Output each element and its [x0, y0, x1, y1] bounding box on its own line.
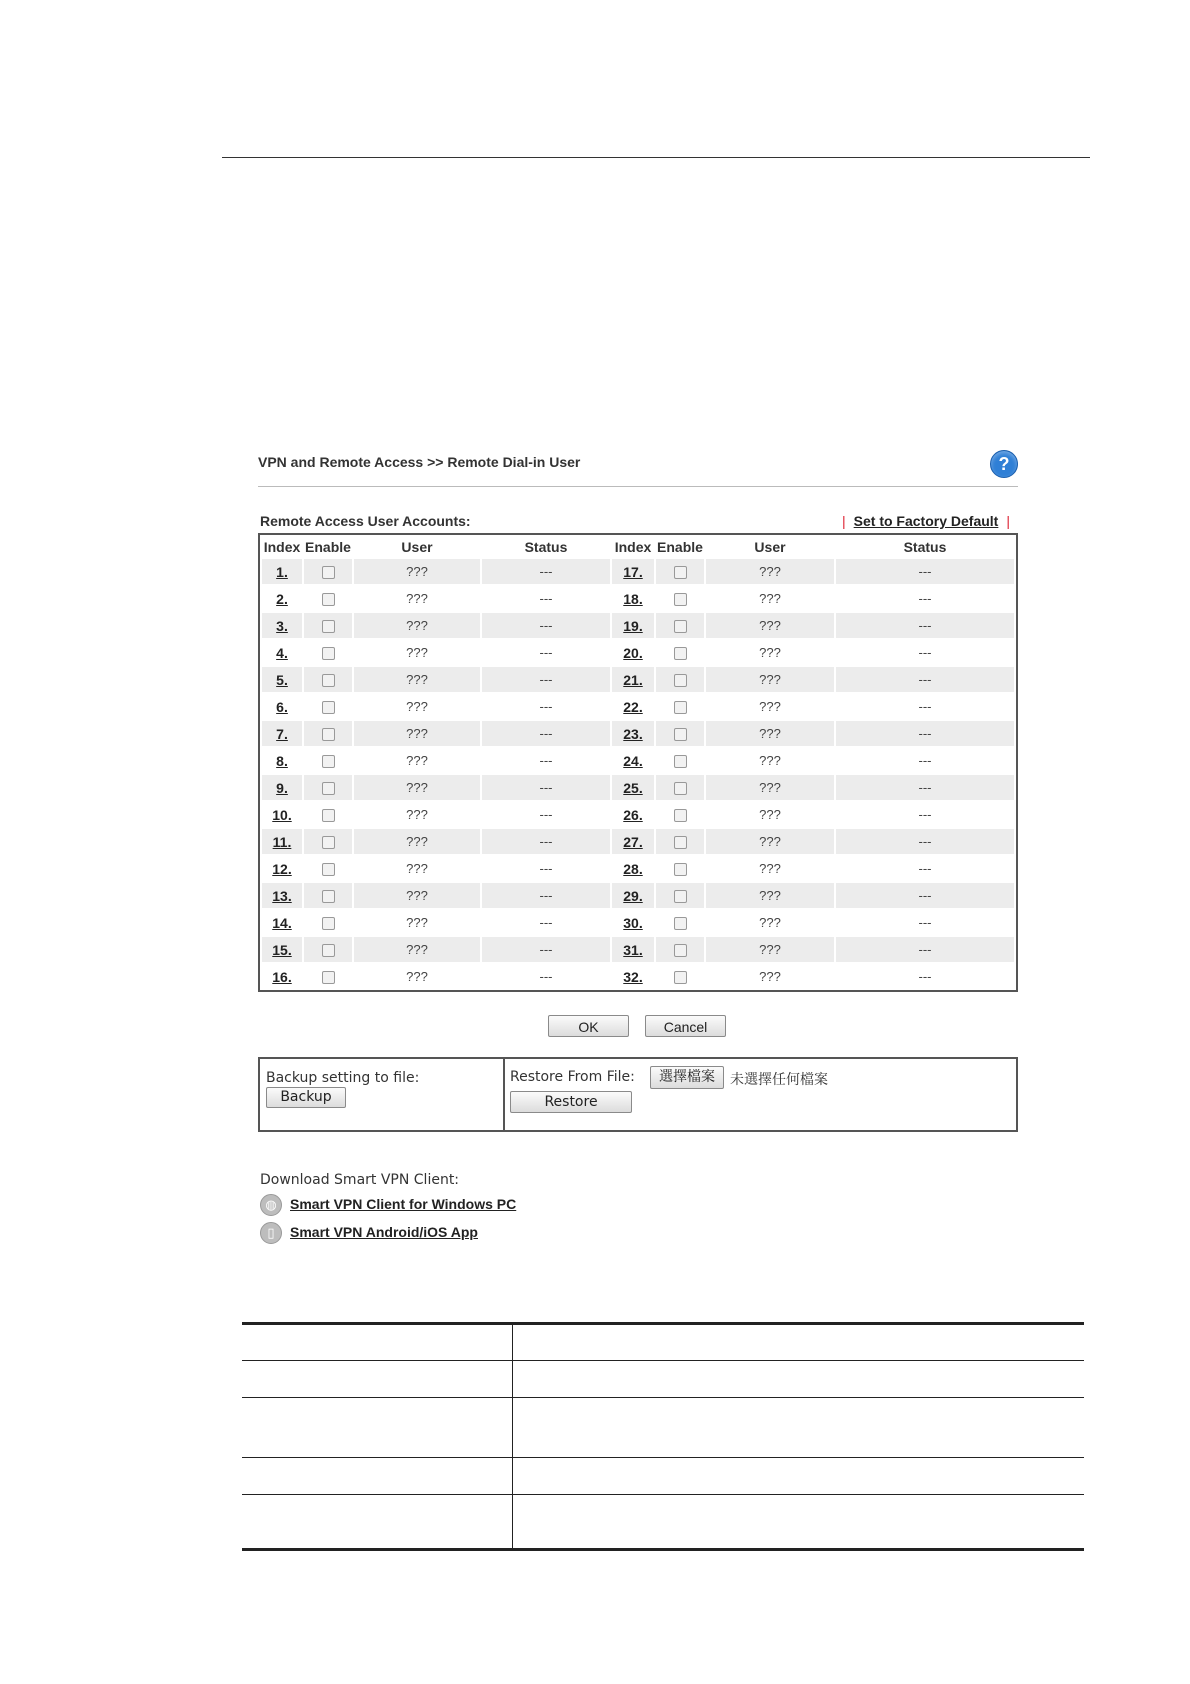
index-cell [262, 748, 302, 773]
user-index-link[interactable]: 18. [623, 590, 643, 607]
user-index-link[interactable]: 10. [272, 806, 292, 823]
index-cell [262, 667, 302, 692]
choose-file-button[interactable]: 選擇檔案 [650, 1066, 724, 1089]
user-cell: ??? [759, 969, 781, 984]
user-index-link[interactable]: 13. [272, 887, 292, 904]
user-index-link[interactable]: 24. [623, 752, 643, 769]
enable-checkbox[interactable] [674, 944, 687, 957]
index-cell [262, 586, 302, 611]
panel-divider [503, 1059, 505, 1130]
enable-cell [304, 937, 352, 962]
table-row [262, 802, 1014, 827]
enable-checkbox[interactable] [674, 917, 687, 930]
user-cell: ??? [759, 699, 781, 714]
user-cell: ??? [354, 559, 480, 584]
status-cell: --- [918, 753, 932, 768]
enable-cell [304, 694, 352, 719]
enable-cell [304, 721, 352, 746]
enable-cell [656, 883, 704, 908]
index-cell [612, 775, 654, 800]
user-index-link[interactable]: 29. [623, 887, 643, 904]
enable-checkbox[interactable] [674, 782, 687, 795]
enable-checkbox[interactable] [674, 701, 687, 714]
status-cell: --- [539, 861, 553, 876]
index-cell [612, 937, 654, 962]
enable-checkbox[interactable] [674, 647, 687, 660]
index-cell [262, 856, 302, 881]
status-cell: --- [482, 559, 610, 584]
enable-checkbox[interactable] [322, 971, 335, 984]
user-index-link[interactable]: 6. [276, 698, 288, 715]
enable-checkbox[interactable] [322, 566, 335, 579]
status-cell: --- [918, 591, 932, 606]
set-factory-default-link[interactable]: Set to Factory Default [853, 513, 999, 529]
user-index-link[interactable]: 15. [272, 941, 292, 958]
globe-icon: ◍ [260, 1194, 282, 1216]
enable-cell [304, 802, 352, 827]
user-index-link[interactable]: 27. [623, 833, 643, 850]
enable-checkbox[interactable] [674, 674, 687, 687]
user-cell: ??? [759, 591, 781, 606]
user-index-link[interactable]: 25. [623, 779, 643, 796]
enable-checkbox[interactable] [322, 917, 335, 930]
user-index-link[interactable]: 22. [623, 698, 643, 715]
page-header [258, 446, 1018, 487]
status-cell: --- [539, 807, 553, 822]
enable-cell [304, 910, 352, 935]
user-index-link[interactable]: 28. [623, 860, 643, 877]
backup-label: Backup setting to file: [266, 1070, 420, 1086]
user-index-link[interactable]: 8. [276, 752, 288, 769]
status-cell: --- [482, 613, 610, 638]
user-cell: ??? [354, 721, 480, 746]
table-row [262, 640, 1014, 665]
enable-checkbox[interactable] [674, 566, 687, 579]
enable-cell [656, 748, 704, 773]
users-table [260, 535, 1016, 991]
user-cell: ??? [706, 667, 834, 692]
status-cell: --- [836, 559, 1014, 584]
table-row [242, 1324, 1084, 1361]
windows-client-link-row[interactable] [262, 1196, 516, 1212]
enable-checkbox[interactable] [674, 809, 687, 822]
index-cell [612, 883, 654, 908]
status-cell: --- [539, 699, 553, 714]
index-cell [612, 829, 654, 854]
enable-checkbox[interactable] [322, 701, 335, 714]
index-cell [612, 667, 654, 692]
user-index-link[interactable]: 20. [623, 644, 643, 661]
enable-checkbox[interactable] [674, 728, 687, 741]
user-cell: ??? [706, 829, 834, 854]
user-index-link[interactable]: 12. [272, 860, 292, 877]
user-cell: ??? [406, 969, 428, 984]
column-header: Status [524, 539, 568, 555]
table-row [262, 856, 1014, 881]
user-cell: ??? [706, 613, 834, 638]
user-index-link[interactable]: 17. [623, 563, 643, 580]
user-index-link[interactable]: 5. [276, 671, 288, 688]
enable-cell [304, 964, 352, 989]
status-cell: --- [918, 699, 932, 714]
user-index-link[interactable]: 3. [276, 617, 288, 634]
enable-checkbox[interactable] [322, 836, 335, 849]
index-cell [262, 937, 302, 962]
user-index-link[interactable]: 23. [623, 725, 643, 742]
enable-cell [656, 559, 704, 584]
user-cell: ??? [354, 829, 480, 854]
description-table [242, 1322, 1084, 1551]
table-row [262, 775, 1014, 800]
column-header: User [754, 539, 786, 555]
table-row [262, 748, 1014, 773]
no-file-text: 未選擇任何檔案 [730, 1072, 828, 1088]
status-cell: --- [482, 721, 610, 746]
index-cell [262, 775, 302, 800]
restore-button[interactable]: Restore [510, 1091, 632, 1113]
table-header-row [262, 537, 1014, 557]
status-cell: --- [539, 591, 553, 606]
user-cell: ??? [354, 613, 480, 638]
enable-cell [656, 910, 704, 935]
enable-checkbox[interactable] [322, 593, 335, 606]
column-header: Index [263, 539, 301, 555]
user-cell: ??? [706, 559, 834, 584]
enable-checkbox[interactable] [674, 620, 687, 633]
backup-restore-panel [258, 1057, 1018, 1132]
enable-checkbox[interactable] [322, 863, 335, 876]
user-cell: ??? [706, 775, 834, 800]
index-cell [612, 559, 654, 584]
user-index-link[interactable]: 32. [623, 968, 643, 985]
table-row [262, 937, 1014, 962]
enable-checkbox[interactable] [322, 620, 335, 633]
status-cell: --- [836, 613, 1014, 638]
enable-cell [656, 694, 704, 719]
status-cell: --- [482, 937, 610, 962]
status-cell: --- [539, 969, 553, 984]
enable-checkbox[interactable] [322, 809, 335, 822]
status-cell: --- [836, 883, 1014, 908]
table-row [242, 1361, 1084, 1398]
enable-checkbox[interactable] [322, 890, 335, 903]
enable-cell [656, 775, 704, 800]
enable-checkbox[interactable] [322, 755, 335, 768]
table-row [262, 667, 1014, 692]
index-cell [612, 613, 654, 638]
table-row [262, 883, 1014, 908]
smart-vpn-mobile-link[interactable]: Smart VPN Android/iOS App [290, 1224, 478, 1240]
index-cell [612, 721, 654, 746]
mobile-app-link-row[interactable] [262, 1224, 478, 1240]
help-question-icon[interactable]: ? [990, 450, 1018, 478]
status-cell: --- [482, 883, 610, 908]
table-row [262, 694, 1014, 719]
user-cell: ??? [759, 807, 781, 822]
ok-button[interactable]: OK [548, 1015, 629, 1037]
table-row [242, 1398, 1084, 1458]
index-cell [612, 856, 654, 881]
status-cell: --- [539, 645, 553, 660]
enable-cell [304, 667, 352, 692]
enable-checkbox[interactable] [322, 674, 335, 687]
user-cell: ??? [759, 915, 781, 930]
user-cell: ??? [354, 937, 480, 962]
index-cell [262, 829, 302, 854]
column-header: Index [614, 539, 652, 555]
enable-checkbox[interactable] [674, 836, 687, 849]
index-cell [262, 694, 302, 719]
user-index-link[interactable]: 21. [623, 671, 643, 688]
status-cell: --- [539, 753, 553, 768]
enable-checkbox[interactable] [322, 647, 335, 660]
index-cell [612, 802, 654, 827]
user-cell: ??? [759, 645, 781, 660]
accounts-bar [260, 510, 1018, 532]
table-row [242, 1458, 1084, 1495]
status-cell: --- [918, 969, 932, 984]
enable-cell [304, 559, 352, 584]
user-cell: ??? [354, 883, 480, 908]
enable-checkbox[interactable] [322, 944, 335, 957]
user-index-link[interactable]: 14. [272, 914, 292, 931]
table-row [262, 829, 1014, 854]
column-header: Status [903, 539, 947, 555]
status-cell: --- [836, 937, 1014, 962]
table-row [262, 613, 1014, 638]
enable-cell [304, 856, 352, 881]
status-cell: --- [482, 667, 610, 692]
user-cell: ??? [706, 721, 834, 746]
index-cell [262, 640, 302, 665]
index-cell [262, 559, 302, 584]
enable-checkbox[interactable] [674, 755, 687, 768]
status-cell: --- [836, 829, 1014, 854]
status-cell: --- [918, 807, 932, 822]
table-row [262, 721, 1014, 746]
user-accounts-table [258, 533, 1018, 992]
accounts-label: Remote Access User Accounts: [260, 513, 471, 529]
user-index-link[interactable]: 7. [276, 725, 288, 742]
factory-default-group [834, 513, 1018, 529]
user-cell: ??? [759, 861, 781, 876]
user-index-link[interactable]: 30. [623, 914, 643, 931]
user-index-link[interactable]: 4. [276, 644, 288, 661]
enable-cell [656, 613, 704, 638]
user-cell: ??? [406, 807, 428, 822]
user-cell: ??? [406, 645, 428, 660]
pipe-separator: | [842, 513, 846, 529]
column-header: User [401, 539, 433, 555]
index-cell [262, 883, 302, 908]
index-cell [262, 721, 302, 746]
mobile-app-icon: ▯ [260, 1222, 282, 1244]
table-row [262, 559, 1014, 584]
column-header: Enable [305, 539, 351, 555]
index-cell [612, 964, 654, 989]
index-cell [262, 802, 302, 827]
restore-label: Restore From File: [510, 1069, 635, 1085]
user-cell: ??? [706, 937, 834, 962]
enable-cell [656, 586, 704, 611]
download-label: Download Smart VPN Client: [260, 1172, 460, 1188]
enable-checkbox[interactable] [322, 782, 335, 795]
cancel-button[interactable]: Cancel [645, 1015, 726, 1037]
status-cell: --- [918, 915, 932, 930]
user-cell: ??? [406, 753, 428, 768]
enable-cell [656, 802, 704, 827]
index-cell [612, 748, 654, 773]
index-cell [612, 910, 654, 935]
enable-cell [304, 586, 352, 611]
index-cell [262, 964, 302, 989]
table-row [262, 910, 1014, 935]
enable-checkbox[interactable] [674, 971, 687, 984]
user-index-link[interactable]: 9. [276, 779, 288, 796]
user-cell: ??? [354, 667, 480, 692]
user-index-link[interactable]: 26. [623, 806, 643, 823]
index-cell [612, 694, 654, 719]
user-cell: ??? [406, 915, 428, 930]
user-index-link[interactable]: 31. [623, 941, 643, 958]
index-cell [262, 613, 302, 638]
status-cell: --- [918, 645, 932, 660]
status-cell: --- [482, 775, 610, 800]
status-cell: --- [836, 721, 1014, 746]
backup-button[interactable]: Backup [266, 1087, 346, 1108]
enable-checkbox[interactable] [674, 890, 687, 903]
top-rule [222, 157, 1090, 158]
enable-cell [656, 937, 704, 962]
user-index-link[interactable]: 19. [623, 617, 643, 634]
enable-cell [656, 964, 704, 989]
user-cell: ??? [354, 775, 480, 800]
user-cell: ??? [706, 883, 834, 908]
user-cell: ??? [406, 591, 428, 606]
user-cell: ??? [406, 861, 428, 876]
table-row [262, 964, 1014, 989]
index-cell [612, 640, 654, 665]
status-cell: --- [836, 667, 1014, 692]
user-cell: ??? [406, 699, 428, 714]
index-cell [262, 910, 302, 935]
enable-cell [304, 613, 352, 638]
enable-checkbox[interactable] [674, 593, 687, 606]
enable-cell [656, 640, 704, 665]
smart-vpn-windows-link[interactable]: Smart VPN Client for Windows PC [290, 1196, 517, 1212]
enable-cell [304, 775, 352, 800]
status-cell: --- [539, 915, 553, 930]
user-index-link[interactable]: 1. [276, 563, 288, 580]
enable-cell [656, 829, 704, 854]
enable-cell [656, 856, 704, 881]
enable-cell [304, 829, 352, 854]
user-index-link[interactable]: 2. [276, 590, 288, 607]
user-index-link[interactable]: 16. [272, 968, 292, 985]
enable-cell [304, 640, 352, 665]
enable-cell [656, 667, 704, 692]
pipe-separator: | [1006, 513, 1010, 529]
index-cell [612, 586, 654, 611]
status-cell: --- [836, 775, 1014, 800]
enable-cell [656, 721, 704, 746]
user-index-link[interactable]: 11. [272, 833, 292, 850]
page-title: VPN and Remote Access >> Remote Dial-in User [258, 454, 581, 470]
column-header: Enable [657, 539, 703, 555]
user-cell: ??? [759, 753, 781, 768]
enable-checkbox[interactable] [322, 728, 335, 741]
table-row [242, 1495, 1084, 1550]
table-row [262, 586, 1014, 611]
enable-checkbox[interactable] [674, 863, 687, 876]
enable-cell [304, 748, 352, 773]
status-cell: --- [482, 829, 610, 854]
status-cell: --- [918, 861, 932, 876]
enable-cell [304, 883, 352, 908]
